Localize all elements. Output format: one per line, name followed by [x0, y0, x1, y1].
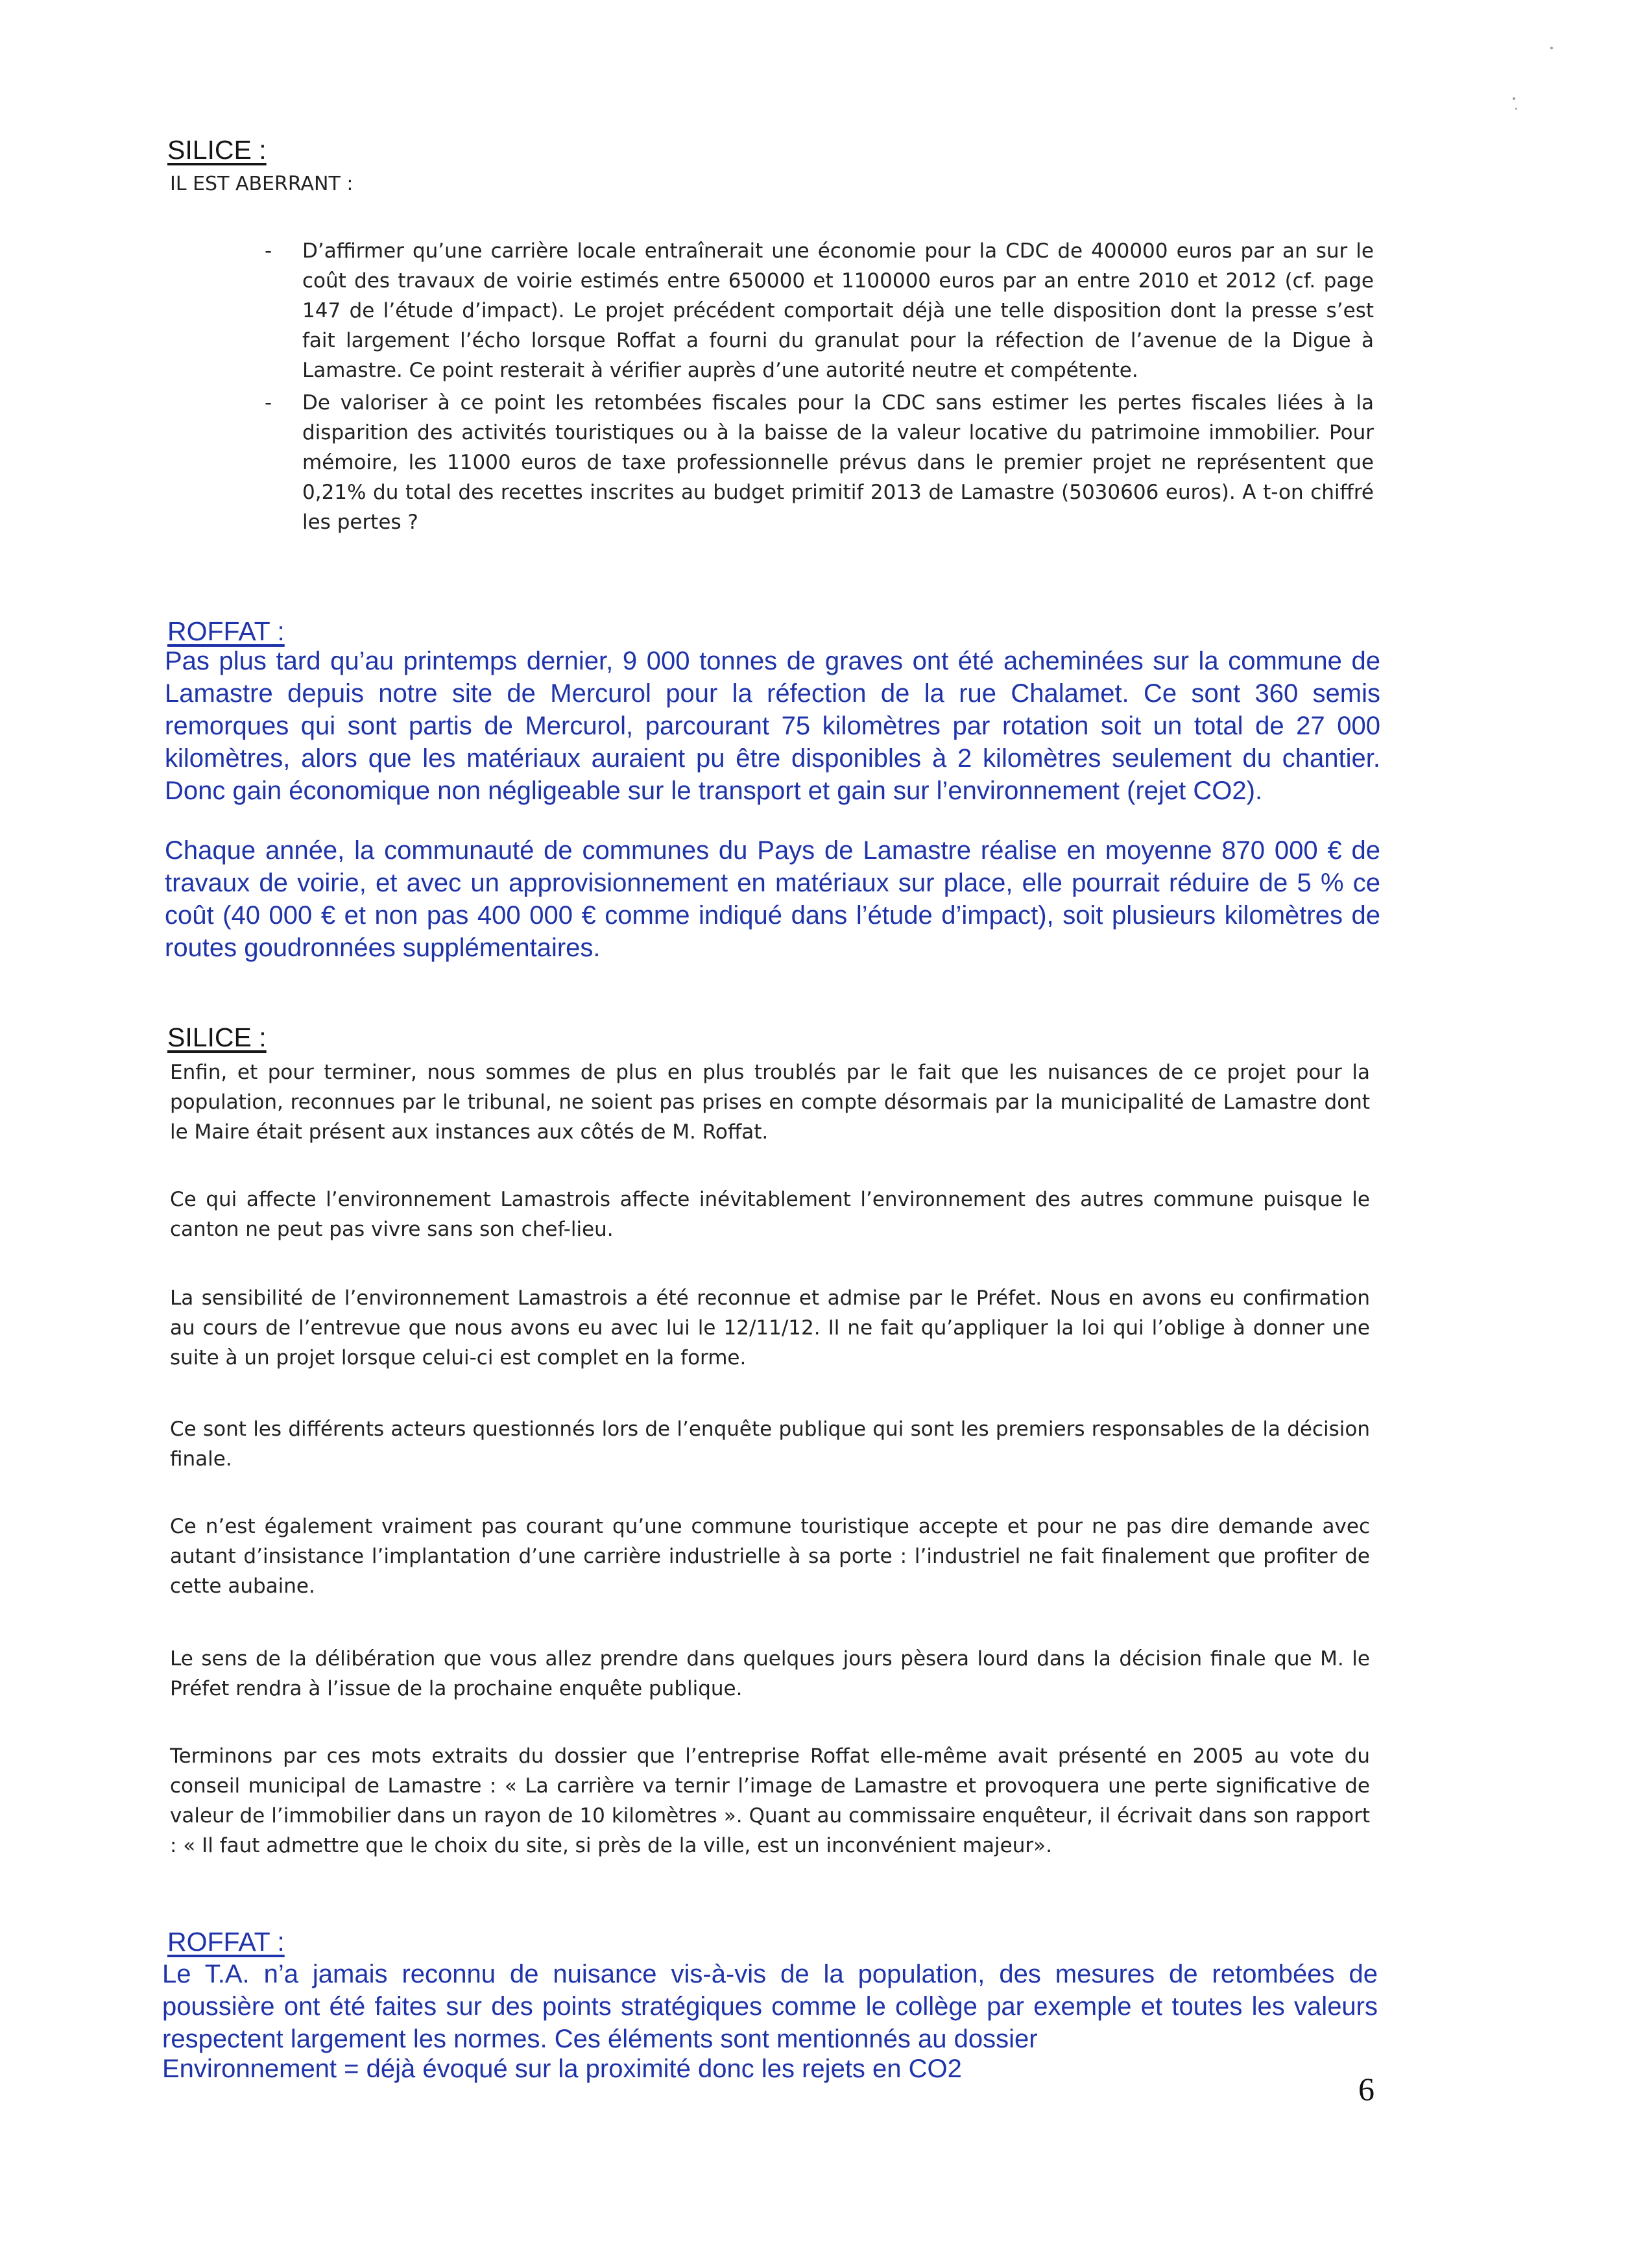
silice-intro: IL EST ABERRANT : [170, 173, 354, 195]
roffat-heading-2: ROFFAT : [167, 1927, 285, 1957]
silice-paragraph: Ce sont les différents acteurs questionnés lors de l’enquête publique qui sont les premiers responsables de la décision finale. [170, 1418, 1370, 1471]
roffat-paragraph: Le T.A. n’a jamais reconnu de nuisance vis-à-vis de la population, des mesures de retombées de poussière ont été faites sur des points stratégiques comme le collège par exemple et toutes les valeurs respectent largement les normes. Ces éléments sont mentionnés au dossier [162, 1960, 1378, 2053]
bullet-dash: - [265, 391, 272, 415]
scan-speck [1550, 47, 1553, 49]
silice-paragraph: Le sens de la délibération que vous allez prendre dans quelques jours pèsera lourd dans la décision finale que M. le Préfet rendra à l’issue de la prochaine enquête publique. [170, 1647, 1370, 1700]
silice-paragraph: Ce qui affecte l’environnement Lamastrois affecte inévitablement l’environnement des autres commune puisque le canton ne peut pas vivre sans son chef-lieu. [170, 1188, 1370, 1241]
silice-paragraph: Enfin, et pour terminer, nous sommes de plus en plus troublés par le fait que les nuisances de ce projet pour la population, reconnues par le tribunal, ne soient pas prises en compte désormais par la municipalité de Lamastre dont le Maire était présent aux instances aux côtés de M. Roffat. [170, 1061, 1370, 1144]
silice-paragraph: La sensibilité de l’environnement Lamastrois a été reconnue et admise par le Préfet. Nous en avons eu confirmation au cours de l’entrevue que nous avons eu avec lui le 12/11/12. Il ne fait qu’appliquer la loi qui l’oblige à donner une suite à un projet lorsque celui-ci est complet en la forme. [170, 1286, 1370, 1369]
silice-paragraph: Ce n’est également vraiment pas courant qu’une commune touristique accepte et pour ne pas dire demande avec autant d’insistance l’implantation d’une carrière industrielle à sa porte : l’industriel ne fait finalement que profiter de cette aubaine. [170, 1515, 1370, 1598]
silice-bullet-item [265, 388, 1374, 537]
page-number: 6 [1358, 2071, 1374, 2107]
silice-bullet-text: D’affirmer qu’une carrière locale entraînerait une économie pour la CDC de 400000 euros par an sur le coût des travaux de voirie estimés entre 650000 et 1100000 euros par an entre 2010 et 2012 (cf. page 147 de l’étude d’impact). Le projet précédent comportait déjà une telle disposition dont la presse s’est fait largement l’écho lorsque Roffat a fourni du granulat pour la réfection de l’avenue de la Digue à Lamastre. Ce point resterait à vérifier auprès d’une autorité neutre et compétente. [302, 239, 1374, 382]
silice-heading-1: SILICE : [167, 135, 267, 165]
scan-speck [1515, 108, 1517, 110]
roffat-heading-1: ROFFAT : [167, 616, 285, 646]
silice-bullet-list [265, 236, 1374, 537]
scan-speck [1513, 97, 1515, 100]
bullet-dash: - [265, 239, 272, 263]
roffat-paragraph: Pas plus tard qu’au printemps dernier, 9 000 tonnes de graves ont été acheminées sur la commune de Lamastre depuis notre site de Mercurol pour la réfection de la rue Chalamet. Ce sont 360 semis remorques qui sont partis de Mercurol, parcourant 75 kilomètres par rotation soit un total de 27 000 kilomètres, alors que les matériaux auraient pu être disponibles à 2 kilomètres seulement du chantier. Donc gain économique non négligeable sur le transport et gain sur l’environnement (rejet CO2). [165, 647, 1380, 805]
silice-bullet-item [265, 236, 1374, 385]
silice-bullet-text: De valoriser à ce point les retombées fiscales pour la CDC sans estimer les pertes fiscales liées à la disparition des activités touristiques ou à la baisse de la valeur locative du patrimoine immobilier. Pour mémoire, les 11000 euros de taxe professionnelle prévus dans le premier projet ne représentent que 0,21% du total des recettes inscrites au budget primitif 2013 de Lamastre (5030606 euros). A t-on chiffré les pertes ? [302, 391, 1374, 534]
silice-heading-2: SILICE : [167, 1022, 267, 1052]
roffat-paragraph: Chaque année, la communauté de communes du Pays de Lamastre réalise en moyenne 870 000 € de travaux de voirie, et avec un approvisionnement en matériaux sur place, elle pourrait réduire de 5 % ce coût (40 000 € et non pas 400 000 € comme indiqué dans l’étude d’impact), soit plusieurs kilomètres de routes goudronnées supplémentaires. [165, 836, 1380, 962]
silice-paragraph: Terminons par ces mots extraits du dossier que l’entreprise Roffat elle-même avait présenté en 2005 au vote du conseil municipal de Lamastre : « La carrière va ternir l’image de Lamastre et provoquera une perte significative de valeur de l’immobilier dans un rayon de 10 kilomètres ». Quant au commissaire enquêteur, il écrivait dans son rapport : « Il faut admettre que le choix du site, si près de la ville, est un inconvénient majeur». [170, 1744, 1370, 1857]
roffat-paragraph: Environnement = déjà évoqué sur la proximité donc les rejets en CO2 [162, 2055, 962, 2083]
